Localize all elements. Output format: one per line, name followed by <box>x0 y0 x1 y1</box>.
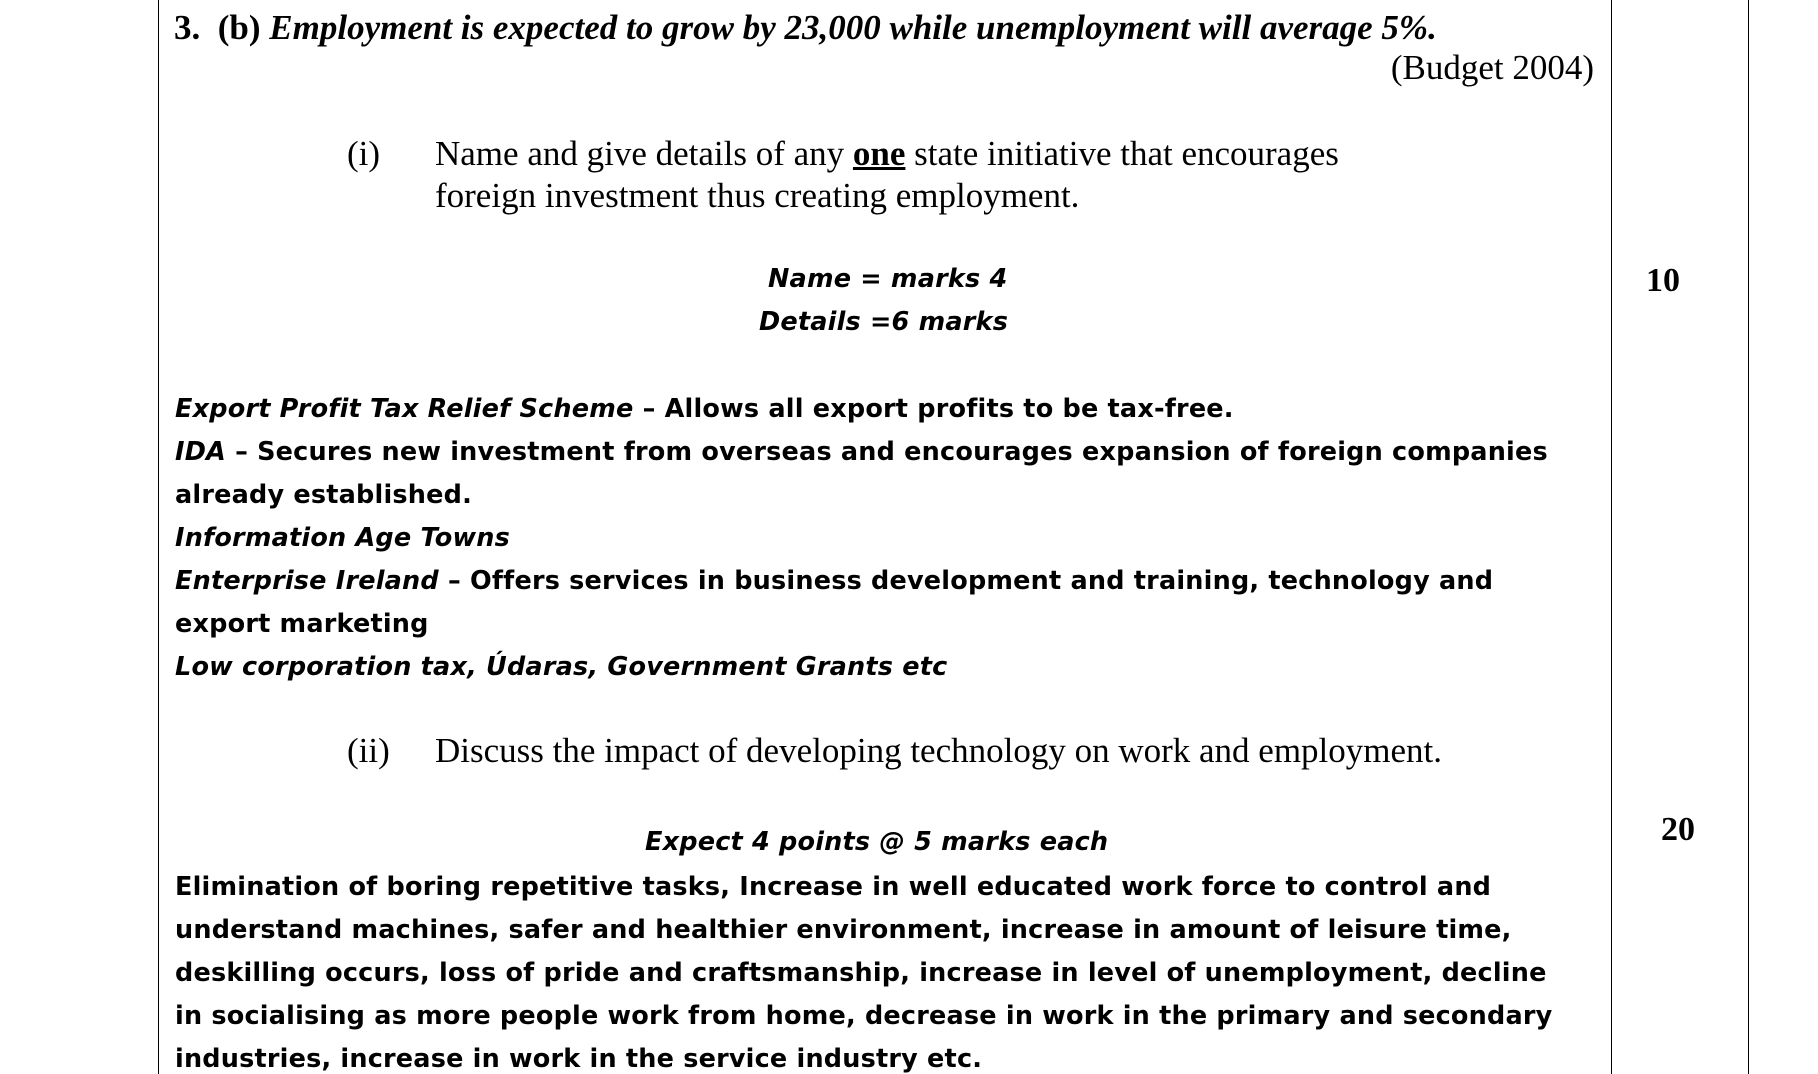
answer-line <box>175 523 510 553</box>
initiative-name: Export Profit Tax Relief Scheme <box>175 394 634 424</box>
question-heading: 3. (b) Employment is expected to grow by 23,000 while unemployment will average 5%. <box>174 8 1437 47</box>
impact-answer-line: Elimination of boring repetitive tasks, Increase in well educated work force to control and <box>175 872 1492 902</box>
answer-line <box>175 652 948 682</box>
impact-answer-line: in socialising as more people work from home, decrease in work in the primary and secondary <box>175 1001 1553 1031</box>
initiative-detail: – Allows all export profits to be tax-free. <box>633 394 1234 424</box>
part-ii-marks: 20 <box>1661 811 1695 848</box>
left-border <box>158 0 159 1074</box>
answer-line <box>175 394 1234 424</box>
part-ii-label: (ii) <box>347 731 390 770</box>
part-ii-scheme: Expect 4 points @ 5 marks each <box>645 827 1109 857</box>
marks-column-divider <box>1611 0 1612 1074</box>
initiative-name: Low corporation tax, Údaras, Government Grants etc <box>175 652 948 682</box>
answer-line <box>175 609 429 639</box>
initiative-detail: already established. <box>175 480 472 510</box>
answer-line <box>175 437 1548 467</box>
question-source: (Budget 2004) <box>1390 48 1594 87</box>
scheme-name-marks: Name = marks 4 <box>768 264 1008 294</box>
impact-answer-line: understand machines, safer and healthier environment, increase in amount of leisure time, <box>175 915 1512 945</box>
initiative-detail: export marketing <box>175 609 429 639</box>
answer-line <box>175 566 1494 596</box>
part-i-label: (i) <box>347 134 381 173</box>
answer-line <box>175 480 472 510</box>
initiative-detail: – Offers services in business development and training, technology and <box>438 566 1494 596</box>
part-i-question-line2: foreign investment thus creating employment. <box>435 176 1080 215</box>
question-statement: Employment is expected to grow by 23,000 while unemployment will average 5%. <box>269 8 1437 47</box>
initiative-name: Enterprise Ireland <box>175 566 439 596</box>
scheme-details-marks: Details =6 marks <box>759 307 1009 337</box>
part-i-question: Name and give details of any one state initiative that encourages <box>435 134 1339 173</box>
initiative-name: Information Age Towns <box>175 523 510 553</box>
initiative-name: IDA <box>175 437 226 467</box>
impact-answer-line: industries, increase in work in the service industry etc. <box>175 1044 983 1074</box>
part-ii-question: Discuss the impact of developing technology on work and employment. <box>435 731 1443 770</box>
impact-answer-line: deskilling occurs, loss of pride and craftsmanship, increase in level of unemployment, decline <box>175 958 1547 988</box>
right-border <box>1748 0 1749 1074</box>
part-i-marks: 10 <box>1646 262 1680 299</box>
initiative-detail: – Secures new investment from overseas and encourages expansion of foreign companies <box>226 437 1548 467</box>
